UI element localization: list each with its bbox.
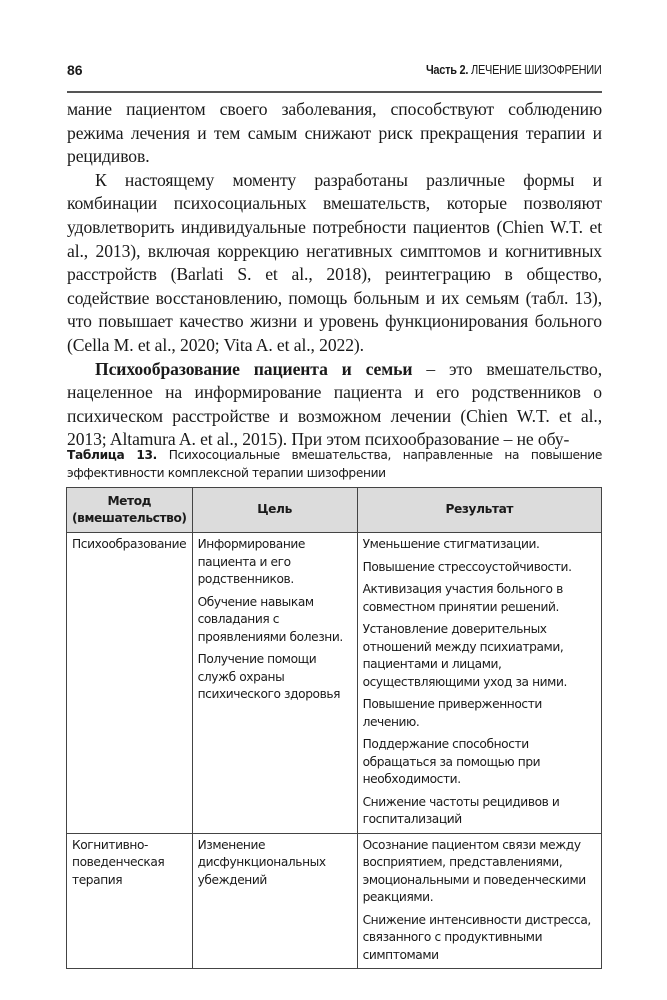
paragraph-text: – это вмешательство, нацеленное на информирование пациента и его родственников о психическом расстройстве и возможном лечении (Chien W.T. et al., 2013; Altamura A. et al., 2015). При этом психообразование – не обу- (67, 358, 602, 450)
column-header-goal: Цель (192, 488, 357, 533)
table-row (67, 833, 602, 969)
paragraph (67, 358, 602, 452)
result-item: Повышение приверженности лечению. (362, 697, 542, 729)
cell-goals (192, 833, 357, 969)
cell-goals (192, 533, 357, 834)
table-row (67, 533, 602, 834)
cell-results (357, 833, 601, 969)
cell-method: Психообразование (67, 533, 193, 834)
table-caption (67, 446, 602, 482)
goal-item: Получение помощи служб охраны психического здоровья (197, 652, 341, 701)
running-header (67, 60, 602, 82)
result-item: Осознание пациентом связи между восприятием, представлениями, эмоциональными и поведенческими реакциями. (362, 837, 586, 904)
result-item: Снижение частоты рецидивов и госпитализаций (362, 794, 560, 826)
column-header-method: Метод (вмешательство) (67, 488, 193, 533)
column-header-result: Результат (357, 488, 601, 533)
result-item: Снижение интенсивности дистресса, связанного с продуктивными симптомами (362, 912, 591, 962)
result-item: Уменьшение стигматизации. (362, 537, 540, 551)
table-caption-label: Таблица 13. (67, 448, 157, 462)
paragraph-bold-lead: Психообразование пациента и семьи (95, 358, 413, 379)
chapter-prefix: Часть 2. (426, 63, 469, 77)
result-item: Поддержание способности обращаться за помощью при необходимости. (362, 737, 541, 786)
chapter-title (426, 63, 602, 77)
table-header-row (67, 488, 602, 533)
table-13 (66, 487, 602, 969)
result-item: Установление доверительных отношений между психиатрами, пациентами и лицами, осуществляющими уход за ними. (362, 622, 567, 689)
cell-method: Когнитивно-поведенческая терапия (67, 833, 193, 969)
page-number: 86 (67, 62, 83, 78)
paragraph: мание пациентом своего заболевания, способствуют соблюдению режима лечения и тем самым снижают риск прекращения терапии и рецидивов. (67, 99, 602, 167)
result-item: Повышение стрессоустойчивости. (362, 559, 572, 574)
paragraph: К настоящему моменту разработаны различные формы и комбинации психосоциальных вмешательств, которые позволяют удовлетворить индивидуальные потребности пациентов (Chien W.T. et al., 2013), включая коррекцию негативных симптомов и когнитивных расстройств (Barlati S. et al., 2018), реинтеграцию в общество, содействие восстановлению, помощь больным и их семьям (табл. 13), что повышает качество жизни и уровень функционирования больного (Cella M. et al., 2020; Vita A. et al., 2022). (67, 169, 602, 355)
goal-item: Изменение дисфункциональных убеждений (197, 837, 326, 887)
chapter-name: ЛЕЧЕНИЕ ШИЗОФРЕНИИ (471, 63, 602, 77)
goal-item: Информирование пациента и его родственников. (197, 537, 306, 586)
goal-item: Обучение навыкам совладания с проявлениями болезни. (197, 594, 343, 644)
table-caption-text: Психосоциальные вмешательства, направленные на повышение эффективности комплексной терапии шизофрении (67, 448, 602, 480)
cell-results (357, 533, 601, 834)
result-item: Активизация участия больного в совместном принятии решений. (362, 582, 563, 614)
body-text (67, 98, 602, 452)
header-divider (67, 91, 602, 93)
